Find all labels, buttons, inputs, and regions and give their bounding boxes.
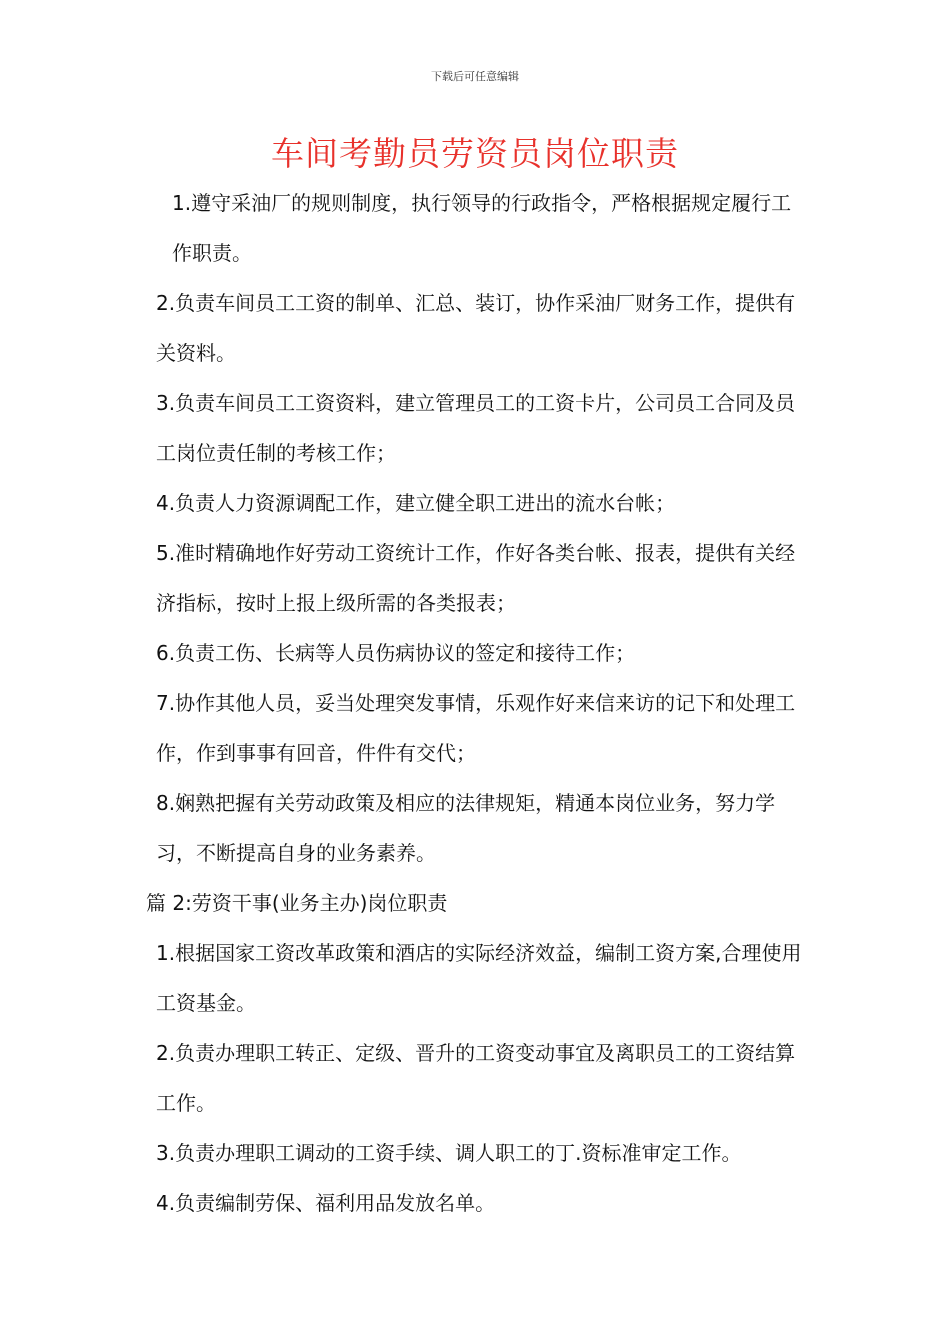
duty-paragraph-4: 4.负责人力资源调配工作，建立健全职工进出的流水台帐； xyxy=(156,491,676,515)
duty-paragraph-1: 1.遵守采油厂的规则制度，执行领导的行政指令，严格根据规定履行工作职责。 xyxy=(172,191,792,265)
duty-paragraph-5: 5.准时精确地作好劳动工资统计工作，作好各类台帐、报表，提供有关经济指标，按时上报上级所需的各类报表； xyxy=(156,541,796,615)
duty-paragraph-2: 2.负责车间员工工资的制单、汇总、装订，协作采油厂财务工作，提供有关资料。 xyxy=(156,291,796,365)
section2-paragraph-3: 3.负责办理职工调动的工资手续、调人职工的丁.资标准审定工作。 xyxy=(156,1141,742,1165)
section2-heading: 篇 2:劳资干事(业务主办)岗位职责 xyxy=(146,891,448,915)
document-title: 车间考勤员劳资员岗位职责 xyxy=(271,134,679,173)
section2-paragraph-2: 2.负责办理职工转正、定级、晋升的工资变动事宜及离职员工的工资结算工作。 xyxy=(156,1041,796,1115)
duty-paragraph-3: 3.负责车间员工工资资料，建立管理员工的工资卡片，公司员工合同及员工岗位责任制的考核工作； xyxy=(156,391,796,465)
document-body xyxy=(146,178,810,1228)
duty-paragraph-7: 7.协作其他人员，妥当处理突发事情，乐观作好来信来访的记下和处理工作，作到事事有回音，件件有交代； xyxy=(156,691,796,765)
section2-paragraph-1: 1.根据国家工资改革政策和酒店的实际经济效益，编制工资方案,合理使用工资基金。 xyxy=(156,941,802,1015)
duty-paragraph-8: 8.娴熟把握有关劳动政策及相应的法律规矩，精通本岗位业务，努力学习，不断提高自身的业务素养。 xyxy=(156,791,776,865)
section2-paragraph-4: 4.负责编制劳保、福利用品发放名单。 xyxy=(156,1191,496,1215)
header-note: 下载后可任意编辑 xyxy=(431,70,519,83)
duty-paragraph-6: 6.负责工伤、长病等人员伤病协议的签定和接待工作； xyxy=(156,641,636,665)
